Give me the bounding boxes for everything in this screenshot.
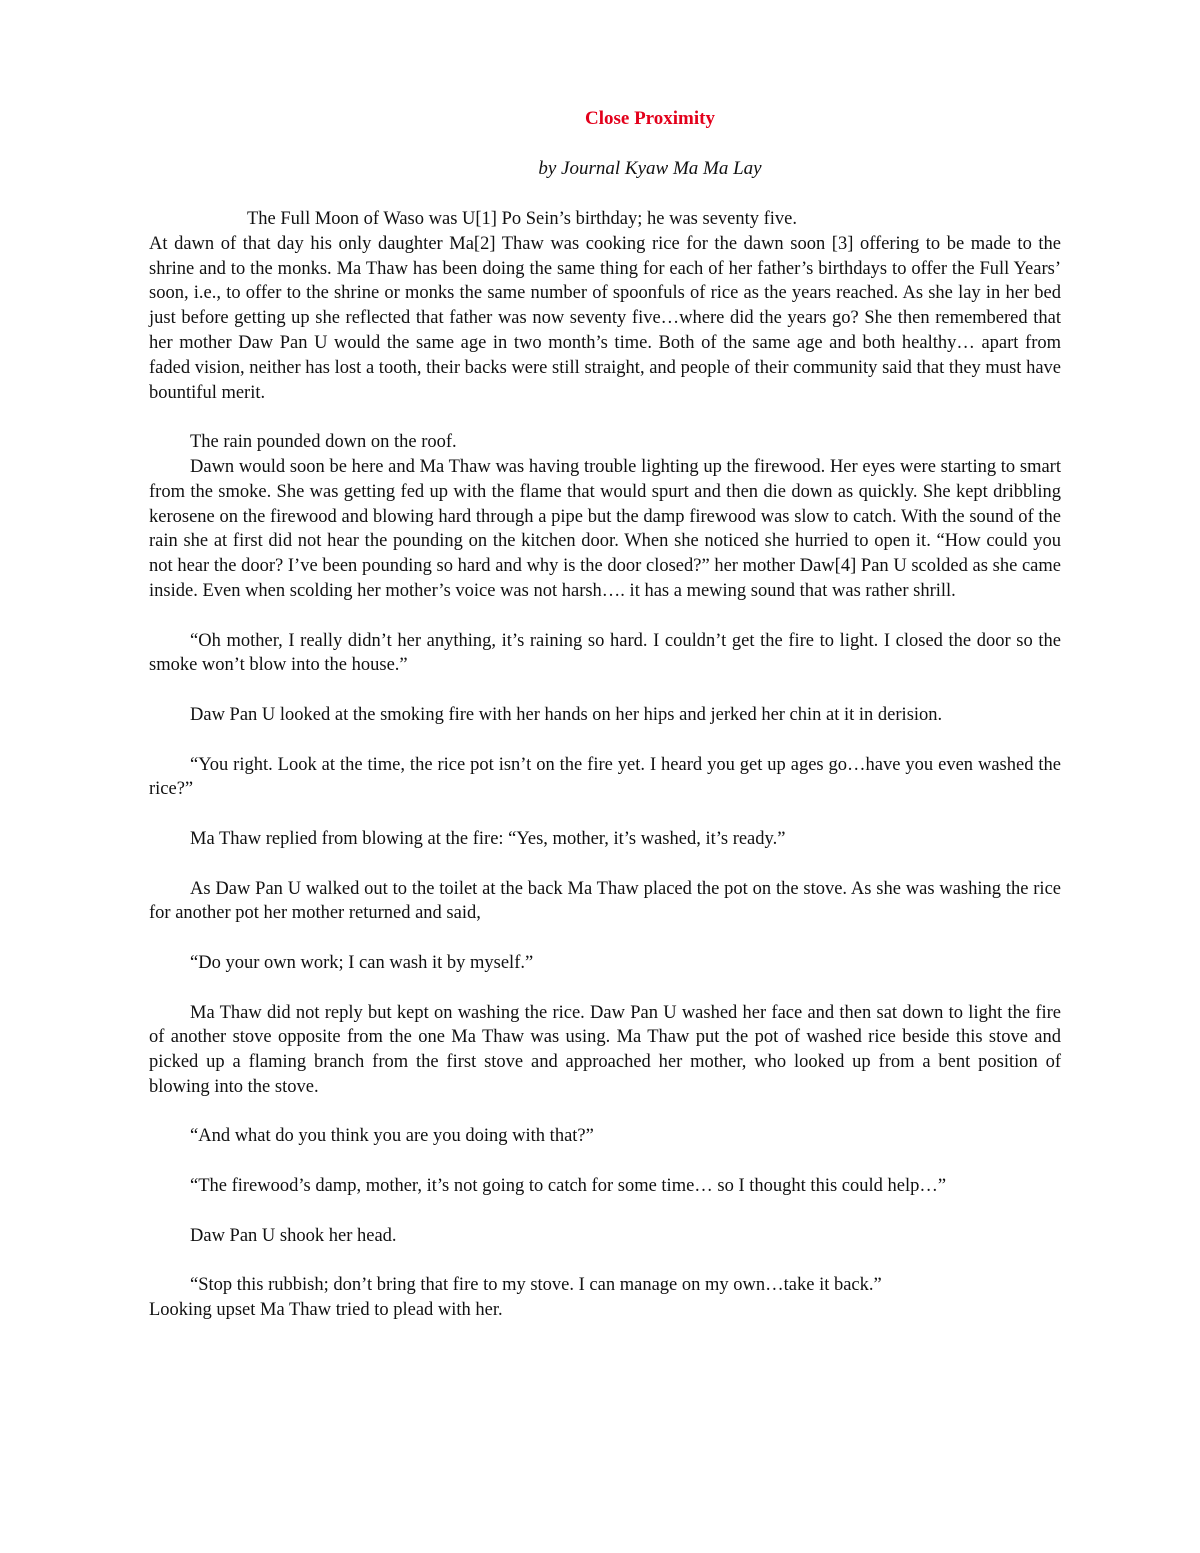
paragraph: The rain pounded down on the roof. [190,432,457,453]
document-title: Close Proximity [585,108,715,129]
paragraph: “Do your own work; I can wash it by myself.” [190,952,534,973]
paragraph: “The firewood’s damp, mother, it’s not going to catch for some time… so I thought this could help…” [190,1176,947,1197]
paragraph: Dawn would soon be here and Ma Thaw was having trouble lighting up the firewood. Her eyes were starting to smart from the smoke. She was getting fed up with the flame that would spurt and then die down as quickly. She kept dribbling kerosene on the firewood and blowing hard through a pipe but the damp firewood was slow to catch. With the sound of the rain she at first did not hear the pounding on the kitchen door. When she noticed she hurried to open it. “How could you not hear the door? I’ve been pounding so hard and why is the door closed?” her mother Daw[4] Pan U scolded as she came inside. Even when scolding her mother’s voice was not harsh…. it has a mewing sound that was rather shrill. [149,456,1061,601]
paragraph: Looking upset Ma Thaw tried to plead with her. [149,1300,503,1321]
story-body [149,207,1061,1348]
paragraph: As Daw Pan U walked out to the toilet at the back Ma Thaw placed the pot on the stove. As she was washing the rice for another pot her mother returned and said, [149,878,1061,924]
paragraph: At dawn of that day his only daughter Ma[2] Thaw was cooking rice for the dawn soon [3] offering to be made to the shrine and to the monks. Ma Thaw has been doing the same thing for each of her father’s birthdays to offer the Full Years’ soon, i.e., to offer to the shrine or monks the same number of spoonfuls of rice as the years reached. As she lay in her bed just before getting up she reflected that father was now seventy five…where did the years go? She then remembered that her mother Daw Pan U would the same age in two month’s time. Both of the same age and both healthy… apart from faded vision, neither has lost a tooth, their backs were still straight, and people of their community said that they must have bountiful merit. [149,233,1061,403]
author-byline: by Journal Kyaw Ma Ma Lay [538,158,762,179]
paragraph: The Full Moon of Waso was U[1] Po Sein’s birthday; he was seventy five. [247,209,798,229]
paragraph: “You right. Look at the time, the rice pot isn’t on the fire yet. I heard you get up ages go…have you even washed the rice?” [149,754,1061,800]
paragraph: Ma Thaw did not reply but kept on washing the rice. Daw Pan U washed her face and then sat down to light the fire of another stove opposite from the one Ma Thaw was using. Ma Thaw put the pot of washed rice beside this stove and picked up a flaming branch from the first stove and approached her mother, who looked up from a bent position of blowing into the stove. [149,1002,1061,1097]
paragraph: Daw Pan U looked at the smoking fire with her hands on her hips and jerked her chin at it in derision. [190,704,943,725]
paragraph: Daw Pan U shook her head. [190,1225,397,1246]
paragraph: “Stop this rubbish; don’t bring that fire to my stove. I can manage on my own…take it back.” [190,1275,882,1296]
paragraph: “And what do you think you are you doing with that?” [190,1126,594,1147]
paragraph: “Oh mother, I really didn’t her anything, it’s raining so hard. I couldn’t get the fire to light. I closed the door so the smoke won’t blow into the house.” [149,630,1061,676]
paragraph: Ma Thaw replied from blowing at the fire: “Yes, mother, it’s washed, it’s ready.” [190,828,786,849]
